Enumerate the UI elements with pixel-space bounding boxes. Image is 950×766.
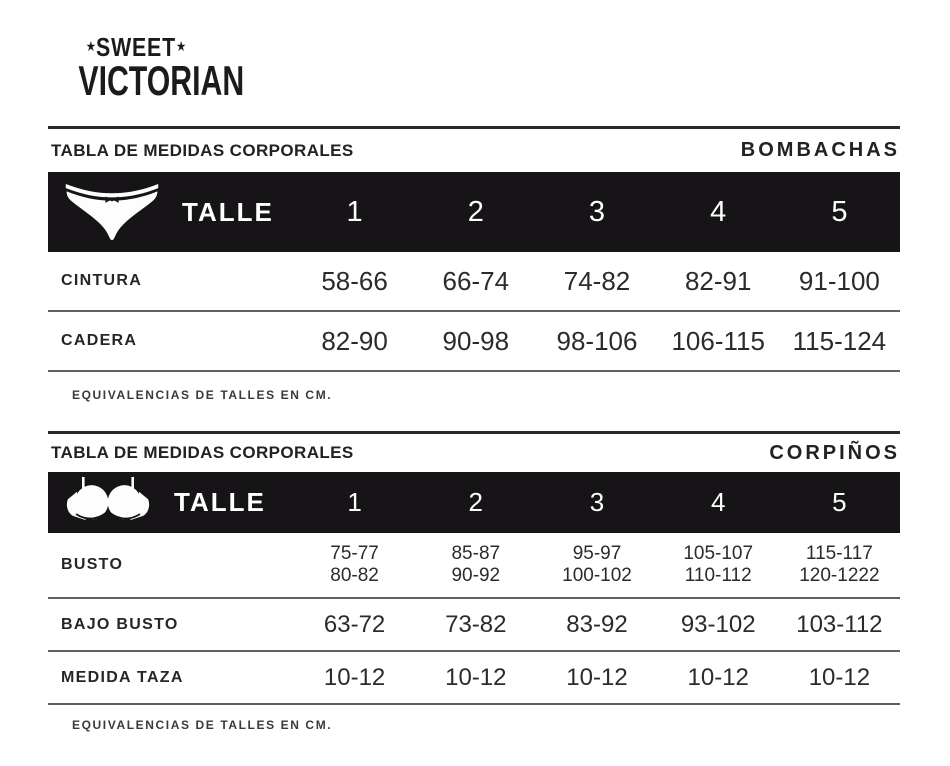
- table-row-cadera: [48, 312, 900, 372]
- cell-line: 85-87: [451, 543, 501, 565]
- section-category: CORPIÑOS: [769, 441, 900, 464]
- bombachas-table-header: [48, 172, 900, 252]
- row-label: MEDIDA TAZA: [61, 668, 184, 686]
- cell-line: 80-82: [330, 565, 379, 586]
- header-label-cell: [48, 179, 294, 245]
- table-row-medida-taza: [48, 652, 900, 705]
- corpinos-section: [48, 431, 900, 732]
- cell-value: 106-115: [671, 325, 765, 356]
- size-header-1: 1: [346, 195, 363, 228]
- corpinos-table-header: [48, 472, 900, 533]
- table-row-busto: [48, 533, 900, 599]
- cell-value: 10-12: [323, 663, 386, 691]
- cell-value: 73-82: [445, 610, 507, 638]
- units-footnote: EQUIVALENCIAS DE TALLES EN CM.: [72, 718, 333, 732]
- corpinos-titlebar: [48, 434, 900, 472]
- size-header-5: 5: [831, 195, 848, 228]
- cell-value: 98-106: [556, 325, 638, 356]
- cell-value: [658, 543, 779, 587]
- bra-icon: [60, 477, 156, 529]
- cell-value: 91-100: [798, 265, 880, 296]
- cell-value: 10-12: [445, 663, 507, 691]
- size-column-label: TALLE: [182, 196, 274, 227]
- size-header-3: 3: [589, 487, 605, 517]
- size-header-4: 4: [710, 487, 726, 517]
- cell-value: 63-72: [323, 610, 386, 638]
- cell-value: 82-91: [684, 265, 752, 296]
- size-header-3: 3: [588, 195, 606, 228]
- cell-value: 93-102: [680, 610, 756, 638]
- cell-line: 95-97: [572, 543, 622, 565]
- star-icon: ★: [85, 38, 97, 54]
- section-category: BOMBACHAS: [740, 139, 900, 161]
- section-title: TABLA DE MEDIDAS CORPORALES: [51, 443, 354, 462]
- cell-value: 58-66: [321, 265, 388, 296]
- row-label: BAJO BUSTO: [61, 615, 179, 633]
- row-label: CADERA: [61, 332, 138, 349]
- cell-line: 90-92: [451, 565, 501, 586]
- cell-line: 110-112: [684, 565, 752, 586]
- cell-line: 120-1222: [799, 565, 880, 586]
- star-icon: ★: [175, 38, 187, 54]
- cell-value: 90-98: [442, 325, 510, 356]
- panties-icon: [60, 179, 164, 245]
- size-header-2: 2: [467, 195, 484, 228]
- brand-word-victorian: VICTORIAN: [78, 57, 245, 104]
- section-title: TABLA DE MEDIDAS CORPORALES: [51, 140, 354, 160]
- bombachas-section: [48, 126, 900, 402]
- cell-value: 10-12: [566, 663, 628, 691]
- table-row-bajo-busto: [48, 599, 900, 652]
- cell-line: 115-117: [805, 543, 873, 565]
- cell-line: 75-77: [330, 543, 379, 565]
- row-label: BUSTO: [61, 556, 124, 573]
- size-header-4: 4: [710, 195, 727, 228]
- size-header-1: 1: [347, 487, 362, 517]
- size-column-label: TALLE: [174, 487, 266, 517]
- size-header-5: 5: [832, 487, 847, 517]
- cell-value: 82-90: [321, 325, 388, 356]
- cell-value: 10-12: [808, 663, 871, 691]
- brand-logo: [56, 32, 245, 104]
- cell-value: 83-92: [566, 610, 628, 638]
- cell-value: 10-12: [687, 663, 749, 691]
- cell-value: [415, 543, 536, 587]
- cell-value: 103-112: [796, 610, 883, 638]
- cell-value: 66-74: [442, 265, 510, 296]
- cell-line: 105-107: [683, 543, 754, 565]
- cell-line: 100-102: [562, 565, 632, 586]
- header-label-cell: [48, 477, 294, 529]
- size-header-2: 2: [468, 487, 484, 517]
- cell-value: [779, 543, 900, 587]
- cell-value: 74-82: [563, 265, 631, 296]
- cell-value: [536, 543, 657, 587]
- row-label: CINTURA: [61, 272, 143, 289]
- units-footnote: EQUIVALENCIAS DE TALLES EN CM.: [72, 388, 333, 402]
- bombachas-titlebar: [48, 129, 900, 172]
- table-row-cintura: [48, 252, 900, 312]
- cell-value: [294, 543, 415, 587]
- brand-word-sweet: SWEET: [96, 32, 176, 62]
- cell-value: 115-124: [792, 325, 887, 356]
